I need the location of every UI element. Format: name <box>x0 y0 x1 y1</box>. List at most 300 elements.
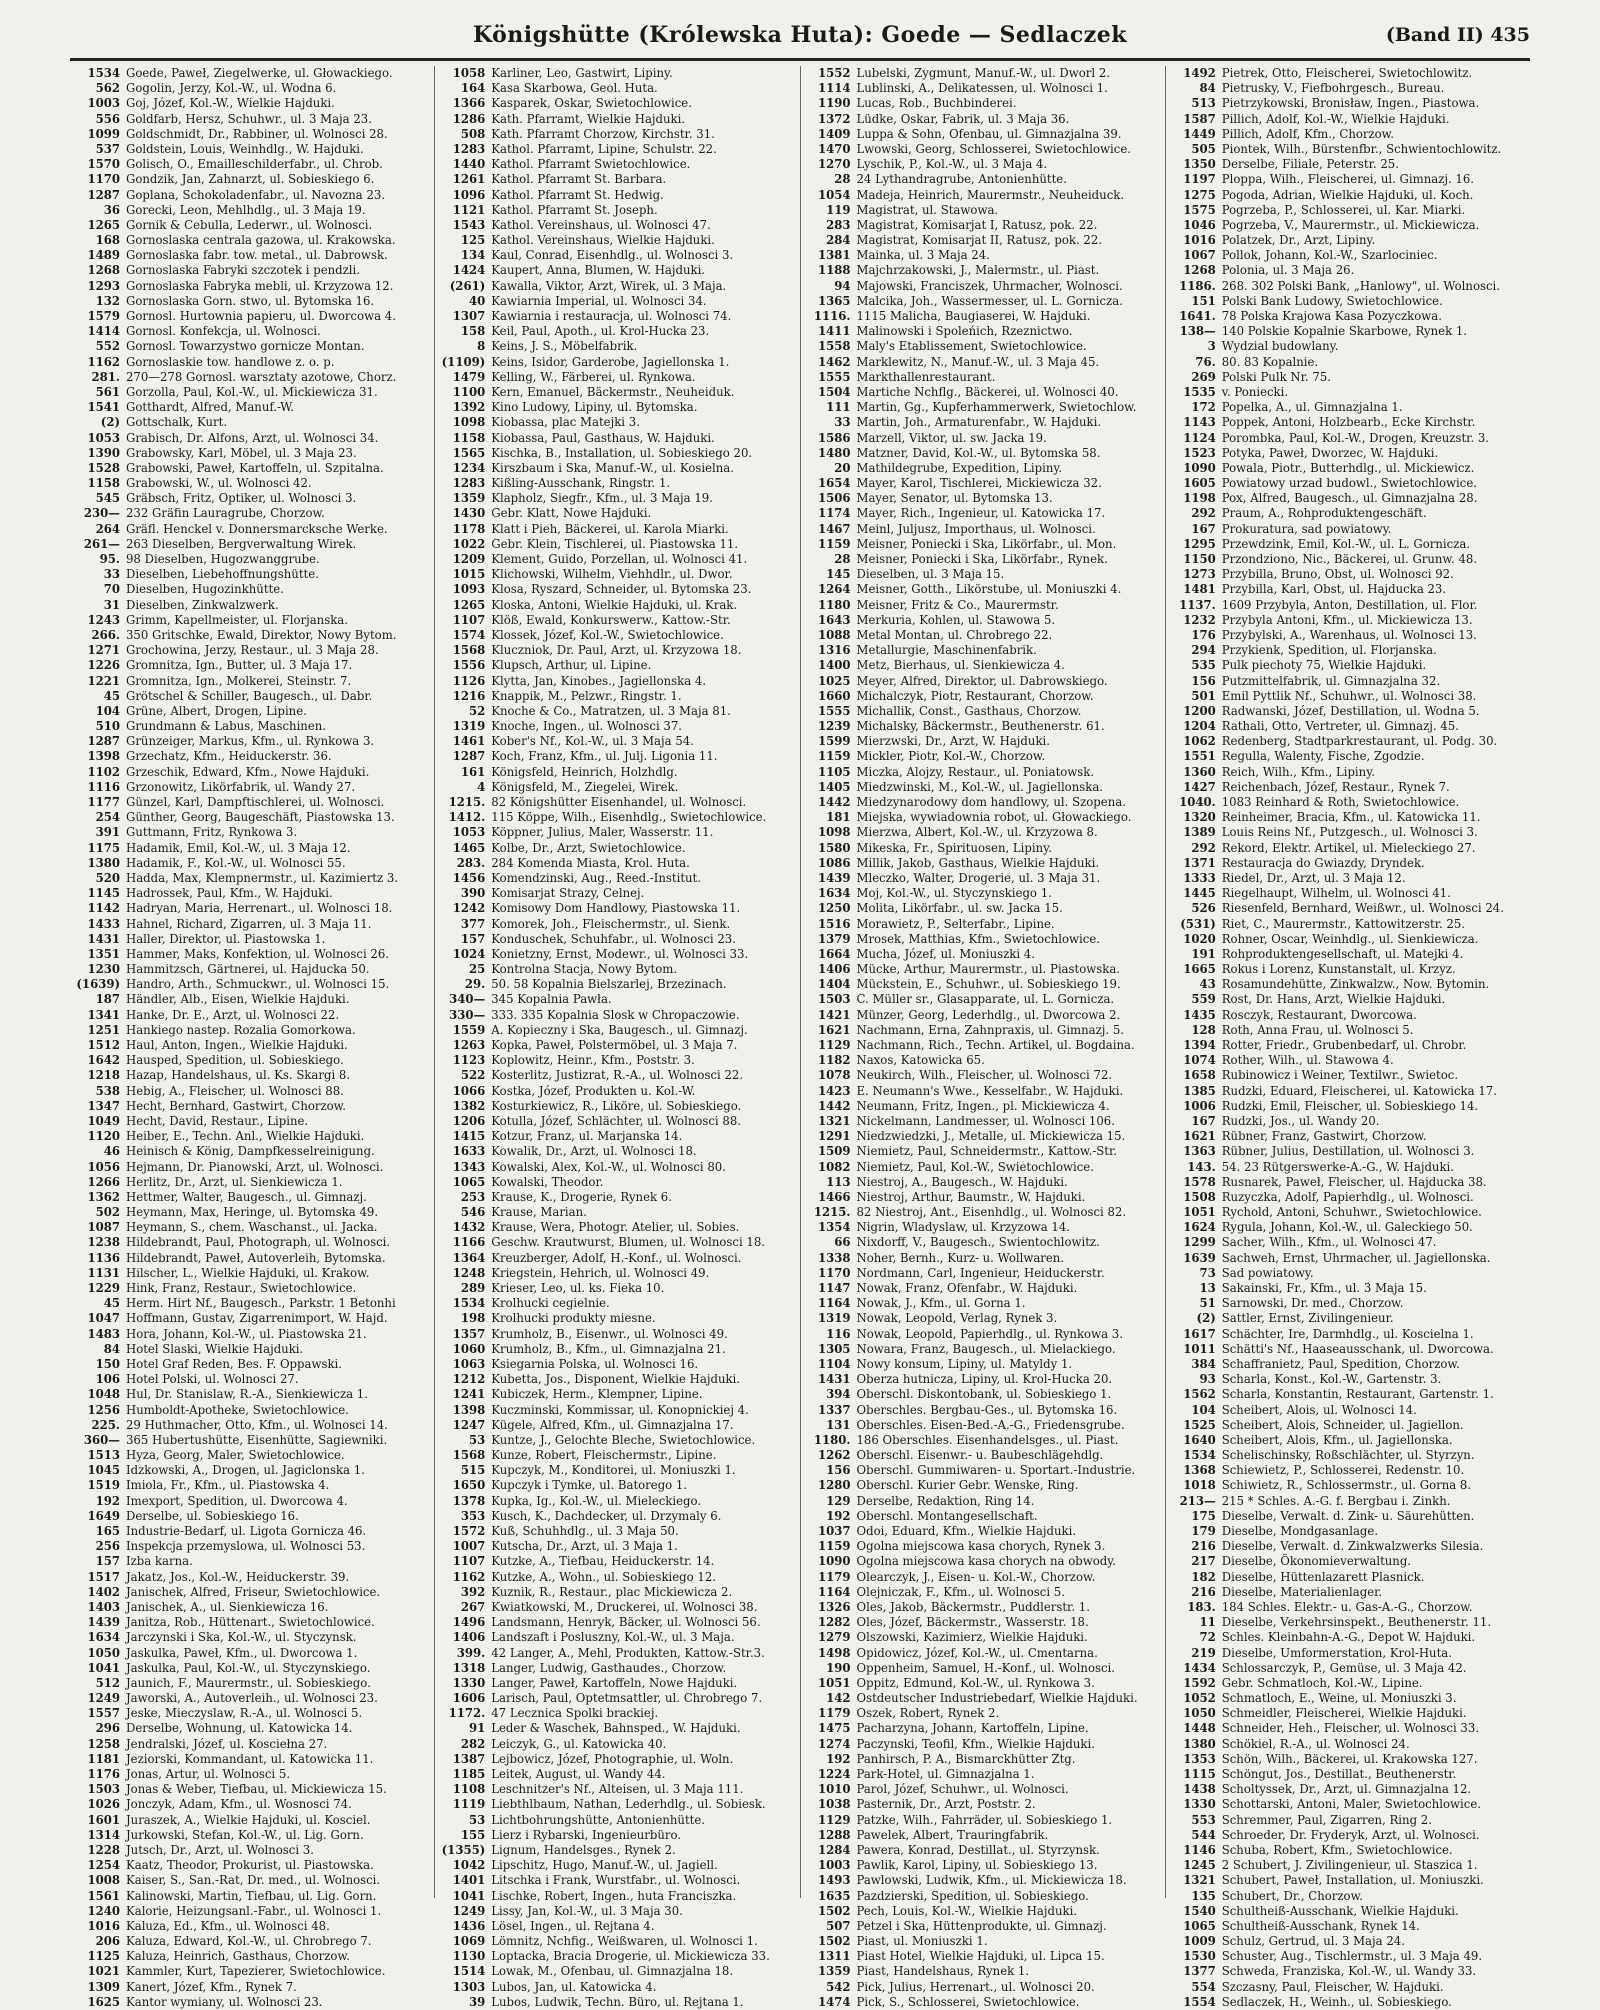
entry-number: 1474 <box>817 1994 851 2009</box>
entry-number: 1578 <box>1183 1174 1216 1189</box>
directory-entry <box>1170 765 1526 780</box>
directory-entry <box>74 1524 430 1539</box>
directory-entry <box>1170 233 1526 248</box>
directory-entry <box>439 233 795 248</box>
entry-number: 142 <box>826 1691 851 1706</box>
directory-entry <box>805 1053 1161 1068</box>
directory-entry <box>74 947 430 962</box>
directory-entry <box>805 1873 1161 1888</box>
entry-text: Schächter, Ire, Darmhdlg., ul. Koscielna 1. <box>1221 1326 1474 1341</box>
entry-text: Klatt i Pieh, Bäckerei, ul. Karola Miarki. <box>491 521 729 536</box>
entry-number: 1190 <box>817 96 851 111</box>
entry-number: 1431 <box>87 931 120 946</box>
directory-entry <box>1170 1721 1526 1736</box>
directory-entry <box>1170 1630 1526 1645</box>
directory-entry <box>74 1068 430 1083</box>
entry-number: 1624 <box>1183 1220 1216 1235</box>
directory-entry <box>805 628 1161 643</box>
entry-number: 1125 <box>87 1949 120 1964</box>
entry-number: 1067 <box>1183 248 1216 263</box>
entry-text: Schneider, Heh., Fleischer, ul. Wolnosci 33. <box>1221 1721 1479 1736</box>
directory-entry <box>74 1600 430 1615</box>
directory-entry <box>1170 947 1526 962</box>
entry-text: Klossek, Józef, Kol.-W., Swietochlowice. <box>491 627 724 642</box>
entry-text: Janischek, A., ul. Sienkiewicza 16. <box>126 1599 329 1614</box>
entry-text: Oles, Jakob, Bäckermstr., Puddlerstr. 1. <box>856 1599 1090 1614</box>
entry-text: Reinheimer, Bracia, Kfm., ul. Katowicka 11. <box>1221 810 1481 825</box>
directory-entry <box>74 962 430 977</box>
entry-number: 1164 <box>817 1296 851 1311</box>
entry-number: 1042 <box>452 1858 486 1873</box>
entry-number: 53 <box>468 1432 486 1447</box>
entry-number: 1321 <box>817 1113 851 1128</box>
entry-number: 261— <box>83 536 120 551</box>
entry-number: 1006 <box>1183 1098 1216 1113</box>
entry-number: 1120 <box>87 1129 120 1144</box>
entry-number: 1534 <box>1183 1448 1216 1463</box>
entry-text: Karliner, Leo, Gastwirt, Lipiny. <box>491 66 673 80</box>
entry-number: 1287 <box>452 749 486 764</box>
entry-number: 1172. <box>448 1706 486 1721</box>
entry-number: 138— <box>1179 324 1216 339</box>
entry-number: 36 <box>103 202 120 217</box>
entry-text: 184 Schles. Elektr.- u. Gas-A.-G., Chorzow. <box>1221 1599 1473 1614</box>
entry-number: 143. <box>1187 1159 1216 1174</box>
directory-entry <box>74 1342 430 1357</box>
entry-number: 1159 <box>817 749 851 764</box>
directory-entry <box>805 643 1161 658</box>
entry-text: 1115 Malicha, Baugiaserei, W. Hajduki. <box>856 309 1091 323</box>
directory-entry <box>439 309 795 324</box>
entry-text: Kelling, W., Färberei, ul. Rynkowa. <box>491 369 696 384</box>
directory-entry <box>74 522 430 537</box>
entry-number: 1665 <box>1183 962 1216 977</box>
entry-number: 175 <box>1191 1508 1216 1523</box>
entry-number: 1065 <box>1183 1918 1216 1933</box>
directory-entry <box>1170 1281 1526 1296</box>
directory-entry <box>439 1767 795 1782</box>
entry-number: 95. <box>99 552 120 566</box>
entry-number: 157 <box>95 1554 120 1569</box>
entry-text: Kern, Emanuel, Bäckermstr., Neuheiduk. <box>491 384 735 399</box>
entry-text: Hadryan, Maria, Herrenart., ul. Wolnosci 18. <box>126 901 393 916</box>
entry-text: Gornoslaska Fabryki szczotek i pendzli. <box>126 263 360 278</box>
directory-entry <box>1170 1160 1526 1175</box>
entry-text: Pick, S., Schlosserei, Swietochlowice. <box>856 1994 1080 2009</box>
entry-number: 1319 <box>452 719 486 734</box>
entry-number: 1525 <box>1183 1417 1216 1432</box>
directory-entry <box>439 1494 795 1509</box>
entry-number: 1143 <box>1183 415 1216 430</box>
entry-number: 1181 <box>87 1751 120 1766</box>
entry-number: 1421 <box>817 1007 851 1022</box>
entry-text: 78 Polska Krajowa Kasa Pozyczkowa. <box>1221 309 1442 323</box>
entry-text: Kowalski, Alex, Kol.-W., ul. Wolnosci 80. <box>491 1159 726 1174</box>
entry-number: 84 <box>103 1341 120 1356</box>
directory-entry <box>439 810 795 825</box>
directory-entry <box>1170 1296 1526 1311</box>
entry-number: 296 <box>95 1721 120 1736</box>
entry-number: 1359 <box>452 491 486 506</box>
entry-text: Gorzolla, Paul, Kol.-W., ul. Mickiewicza 31. <box>126 384 378 399</box>
directory-entry <box>805 1129 1161 1144</box>
entry-text: Jaskulka, Paul, Kol.-W., ul. Styczynskiego. <box>126 1660 371 1675</box>
entry-number: 515 <box>460 1463 486 1478</box>
directory-entry <box>74 1858 430 1873</box>
entry-number: 1054 <box>817 187 851 202</box>
entry-text: Lissy, Jan, Kol.-W., ul. 3 Maja 30. <box>491 1903 683 1918</box>
directory-entry <box>74 188 430 203</box>
entry-text: Porombka, Paul, Kol.-W., Drogen, Kreuzstr. 3. <box>1221 430 1490 445</box>
directory-entry <box>1170 1964 1526 1979</box>
entry-number: 1159 <box>817 536 851 551</box>
entry-text: Jonas, Artur, ul. Wolnosci 5. <box>126 1767 291 1781</box>
entry-text: Kasparek, Oskar, Swietochlowice. <box>491 96 692 111</box>
entry-text: Majowski, Franciszek, Uhrmacher, Wolnosci. <box>856 278 1123 293</box>
entry-text: Lösel, Ingen., ul. Rejtana 4. <box>491 1918 655 1933</box>
directory-entry <box>74 552 430 567</box>
directory-entry <box>1170 1934 1526 1949</box>
directory-entry <box>74 1463 430 1478</box>
directory-entry <box>805 1494 1161 1509</box>
entry-text: Imiola, Fr., Kfm., ul. Piastowska 4. <box>126 1478 330 1493</box>
entry-number: 1249 <box>87 1691 120 1706</box>
entry-number: 225. <box>91 1417 120 1432</box>
entry-text: Kloska, Antoni, Wielkie Hajduki, ul. Krak. <box>491 597 738 612</box>
directory-entry <box>1170 1220 1526 1235</box>
entry-number: 1164 <box>817 1584 851 1599</box>
entry-number: 1371 <box>1183 855 1216 870</box>
entry-number: 502 <box>95 1205 120 1220</box>
entry-text: Schulz, Gertrud, ul. 3 Maja 24. <box>1221 1934 1405 1949</box>
entry-text: Louis Reins Nf., Putzgesch., ul. Wolnosci 3. <box>1221 825 1478 840</box>
directory-entry <box>439 825 795 840</box>
entry-text: 345 Kopalnia Pawła. <box>491 992 612 1007</box>
entry-text: 270—278 Gornosl. warsztaty azotowe, Chorz. <box>126 369 397 384</box>
entry-text: Kathol. Vereinshaus, ul. Wolnosci 47. <box>491 217 711 232</box>
entry-number: 1243 <box>87 612 120 627</box>
entry-number: 264 <box>95 521 120 536</box>
directory-entry <box>805 749 1161 764</box>
directory-entry <box>805 1615 1161 1630</box>
entry-text: Oppenheim, Samuel, H.-Konf., ul. Wolnosci. <box>856 1660 1115 1675</box>
entry-text: Kawiarnia Imperial, ul. Wolnosci 34. <box>491 293 707 308</box>
entry-number: 73 <box>1199 1265 1216 1280</box>
directory-entry <box>1170 613 1526 628</box>
entry-number: 1038 <box>817 1797 851 1812</box>
entry-number: 93 <box>1199 1372 1216 1387</box>
entry-number: 1554 <box>1183 1994 1216 2009</box>
entry-text: Ruzyczka, Adolf, Papierhdlg., ul. Wolnosci. <box>1221 1189 1474 1204</box>
entry-number: 1100 <box>452 384 486 399</box>
entry-number: 1116. <box>813 309 851 323</box>
entry-text: Dieselbe, Verwalt. d. Zink- u. Säurehütten. <box>1221 1508 1475 1523</box>
directory-entry <box>439 1509 795 1524</box>
entry-number: 282 <box>460 1736 486 1751</box>
directory-entry <box>805 1706 1161 1721</box>
entry-text: Leschnitzer's Nf., Alteisen, ul. 3 Maja 111. <box>491 1782 744 1797</box>
entry-text: Krolhucki produkty miesne. <box>491 1311 656 1326</box>
entry-text: 47 Lecznica Spolki brackiej. <box>491 1706 659 1721</box>
entry-number: 522 <box>460 1068 486 1083</box>
entry-number: 1045 <box>87 1463 120 1478</box>
directory-entry <box>805 1585 1161 1600</box>
directory-entry <box>805 1630 1161 1645</box>
entry-number: 253 <box>460 1189 486 1204</box>
entry-number: 1320 <box>1183 810 1216 825</box>
entry-text: Lischke, Robert, Ingen., huta Franciszka. <box>491 1888 737 1903</box>
entry-number: 1502 <box>817 1903 851 1918</box>
entry-number: 1586 <box>817 430 851 445</box>
directory-entry <box>1170 248 1526 263</box>
entry-number: 158 <box>460 324 486 339</box>
entry-text: 215 * Schles. A.-G. f. Bergbau i. Zinkh. <box>1221 1493 1451 1508</box>
entry-number: 1021 <box>87 1964 120 1979</box>
directory-entry <box>1170 1509 1526 1524</box>
entry-number: 1347 <box>87 1098 120 1113</box>
entry-text: Münzer, Georg, Lederhdlg., ul. Dworcowa 2. <box>856 1007 1121 1022</box>
entry-number: (2) <box>100 415 120 430</box>
entry-text: Piast, Handelshaus, Rynek 1. <box>856 1964 1030 1979</box>
entry-text: Kutzke, A., Tiefbau, Heiduckerstr. 14. <box>491 1554 715 1569</box>
directory-entry <box>439 901 795 916</box>
directory-entry <box>439 112 795 127</box>
directory-entry <box>1170 825 1526 840</box>
entry-number: 1069 <box>452 1934 486 1949</box>
entry-number: 66 <box>834 1235 851 1250</box>
entry-number: 1268 <box>1183 263 1216 278</box>
entry-number: 1116 <box>87 779 120 794</box>
entry-text: Rübner, Franz, Gastwirt, Chorzow. <box>1221 1129 1427 1144</box>
entry-text: Hotel Slaski, Wielkie Hajduki. <box>126 1341 304 1356</box>
entry-number: 1040. <box>1179 795 1216 809</box>
directory-entry <box>1170 1175 1526 1190</box>
directory-entry <box>439 765 795 780</box>
entry-text: Rudzki, Jos., ul. Wandy 20. <box>1221 1113 1380 1128</box>
entry-number: 1230 <box>87 962 120 977</box>
entry-text: Malcika, Joh., Wassermesser, ul. L. Gornicza. <box>856 293 1123 308</box>
entry-text: Rygula, Johann, Kol.-W., ul. Galeckiego 50. <box>1221 1220 1473 1235</box>
entry-number: 1268 <box>87 263 120 278</box>
entry-number: 284 <box>826 233 851 248</box>
entry-text: Loptacka, Bracia Drogerie, ul. Mickiewicza 33. <box>491 1949 770 1964</box>
directory-entry <box>439 188 795 203</box>
entry-number: 1107 <box>452 612 486 627</box>
entry-text: Rychold, Antoni, Schuhwr., Swietochlowice. <box>1221 1205 1482 1220</box>
entry-text: Schuba, Robert, Kfm., Swietochlowice. <box>1221 1842 1453 1857</box>
directory-entry <box>439 795 795 810</box>
entry-number: 1016 <box>87 1918 120 1933</box>
entry-number: 1314 <box>87 1827 120 1842</box>
entry-text: Opidowicz, Józef, Kol.-W., ul. Cmentarna. <box>856 1645 1098 1660</box>
entry-number: 52 <box>468 703 486 718</box>
entry-text: Riesenfeld, Bernhard, Weißwr., ul. Wolnosci 24. <box>1221 901 1504 916</box>
directory-column-3 <box>801 66 1166 2009</box>
entry-number: 1365 <box>817 293 851 308</box>
entry-text: Neukirch, Wilh., Fleischer, ul. Wolnosci 72. <box>856 1068 1113 1083</box>
directory-entry <box>74 233 430 248</box>
entry-number: 1063 <box>452 1356 486 1371</box>
entry-number: 1568 <box>452 1448 486 1463</box>
entry-text: Meisner, Poniecki i Ska, Likörfabr., Rynek. <box>856 552 1108 566</box>
entry-number: 507 <box>826 1918 851 1933</box>
directory-entry <box>805 552 1161 567</box>
entry-number: 1360 <box>1183 764 1216 779</box>
entry-number: 1206 <box>452 1113 486 1128</box>
directory-entry <box>805 1980 1161 1995</box>
directory-entry <box>1170 1311 1526 1326</box>
entry-number: 1241 <box>452 1387 486 1402</box>
directory-entry <box>1170 157 1526 172</box>
directory-entry <box>74 1813 430 1828</box>
entry-number: 4 <box>477 779 486 794</box>
entry-number: 1270 <box>817 157 851 172</box>
entry-number: (1639) <box>76 977 120 992</box>
entry-text: Gromnitza, Ign., Molkerei, Steinstr. 7. <box>126 673 352 688</box>
directory-entry <box>439 355 795 370</box>
directory-entry <box>1170 203 1526 218</box>
entry-text: Königsfeld, Heinrich, Holzhdlg. <box>491 764 678 779</box>
directory-entry <box>439 1524 795 1539</box>
directory-entry <box>439 871 795 886</box>
entry-number: 1060 <box>452 1341 486 1356</box>
entry-text: Dieselbe, Verwalt. d. Zinkwalzwerks Silesia. <box>1221 1539 1484 1554</box>
directory-columns <box>70 66 1530 2009</box>
directory-entry <box>805 871 1161 886</box>
entry-text: Putzmittelfabrik, ul. Gimnazjalna 32. <box>1221 673 1441 688</box>
entry-number: 1218 <box>87 1068 120 1083</box>
entry-text: Kubetta, Jos., Disponent, Wielkie Hajduki. <box>491 1372 741 1387</box>
directory-entry <box>805 598 1161 613</box>
entry-text: Hildebrandt, Paul, Photograph, ul. Wolnosci. <box>126 1235 391 1250</box>
directory-entry <box>805 324 1161 339</box>
entry-number: 1319 <box>817 1311 851 1326</box>
entry-number: 131 <box>826 1417 851 1432</box>
directory-entry <box>1170 1463 1526 1478</box>
directory-entry <box>1170 1691 1526 1706</box>
entry-text: Klichowski, Wilhelm, Viehhdlr., ul. Dwor. <box>491 567 733 582</box>
entry-text: Oberschles. Bergbau-Ges., ul. Bytomska 16. <box>856 1402 1118 1417</box>
entry-text: Schremmer, Paul, Zigarren, Ring 2. <box>1221 1812 1432 1827</box>
directory-entry <box>805 1797 1161 1812</box>
entry-number: (531) <box>1180 916 1216 931</box>
entry-text: Gornosl. Towarzystwo gornicze Montan. <box>126 339 365 354</box>
directory-entry <box>1170 871 1526 886</box>
directory-entry <box>439 1372 795 1387</box>
entry-number: 1096 <box>452 187 486 202</box>
directory-entry <box>439 1706 795 1721</box>
directory-entry <box>1170 962 1526 977</box>
entry-number: 31 <box>103 597 120 612</box>
entry-text: v. Poniecki. <box>1221 384 1289 399</box>
entry-number: 267 <box>460 1599 486 1614</box>
directory-entry <box>805 1251 1161 1266</box>
directory-entry <box>1170 628 1526 643</box>
entry-number: 1479 <box>452 369 486 384</box>
directory-entry <box>439 1721 795 1736</box>
directory-entry <box>805 1190 1161 1205</box>
directory-entry <box>805 886 1161 901</box>
entry-number: 1159 <box>817 1539 851 1554</box>
entry-text: Kaiser, S., San.-Rat, Dr. med., ul. Wolnosci. <box>126 1873 381 1888</box>
entry-number: 94 <box>834 278 851 293</box>
entry-text: Niemietz, Paul, Kol.-W., Swietochlowice. <box>856 1159 1094 1174</box>
entry-number: 145 <box>826 567 851 582</box>
entry-text: Schmatloch, E., Weine, ul. Moniuszki 3. <box>1221 1691 1457 1706</box>
directory-entry <box>1170 1949 1526 1964</box>
entry-text: Riedel, Dr., Arzt, ul. 3 Maja 12. <box>1221 870 1406 885</box>
directory-entry <box>74 1904 430 1919</box>
entry-number: 1528 <box>87 460 120 475</box>
entry-number: 1415 <box>452 1129 486 1144</box>
entry-number: 1535 <box>1183 384 1216 399</box>
directory-entry <box>74 81 430 96</box>
entry-text: Sad powiatowy. <box>1221 1265 1314 1280</box>
directory-entry <box>439 1448 795 1463</box>
directory-entry <box>1170 1554 1526 1569</box>
directory-entry <box>805 1403 1161 1418</box>
directory-entry <box>1170 1357 1526 1372</box>
directory-entry <box>439 1661 795 1676</box>
entry-text: Kathol. Vereinshaus, Wielkie Hajduki. <box>491 233 715 248</box>
entry-text: Industrie-Bedarf, ul. Ligota Gornicza 46. <box>126 1524 367 1538</box>
entry-text: Kosterlitz, Justizrat, R.-A., ul. Wolnosci 22. <box>491 1068 744 1083</box>
entry-number: 1295 <box>1183 536 1216 551</box>
directory-entry <box>805 112 1161 127</box>
entry-number: 294 <box>1191 643 1216 658</box>
directory-entry <box>1170 1478 1526 1493</box>
directory-entry <box>1170 1372 1526 1387</box>
directory-entry <box>439 1342 795 1357</box>
directory-entry <box>1170 1494 1526 1509</box>
entry-number: 1380 <box>1183 1736 1216 1751</box>
directory-entry <box>439 248 795 263</box>
directory-entry <box>805 567 1161 582</box>
entry-number: 1357 <box>452 1326 486 1341</box>
entry-number: 256 <box>95 1539 120 1554</box>
entry-text: Händler, Alb., Eisen, Wielkie Hajduki. <box>126 992 350 1007</box>
entry-number: 1090 <box>817 1554 851 1569</box>
entry-text: Rathali, Otto, Vertreter, ul. Gimnazj. 45. <box>1221 719 1459 734</box>
directory-entry <box>439 1403 795 1418</box>
entry-number: 1065 <box>452 1174 486 1189</box>
entry-number: 1387 <box>452 1751 486 1766</box>
entry-text: Park-Hotel, ul. Gimnazjalna 1. <box>856 1767 1035 1781</box>
entry-text: Odoi, Eduard, Kfm., Wielkie Hajduki. <box>856 1524 1077 1538</box>
entry-number: 1423 <box>817 1083 851 1098</box>
entry-text: Idzkowski, A., Drogen, ul. Jagiclonska 1. <box>126 1463 365 1478</box>
entry-number: 1406 <box>452 1630 486 1645</box>
entry-number: 1215. <box>448 795 486 809</box>
directory-entry <box>439 1266 795 1281</box>
entry-text: Hahnel, Richard, Zigarren, ul. 3 Maja 11. <box>126 916 372 931</box>
entry-number: 1273 <box>1183 567 1216 582</box>
entry-text: Janischek, Alfred, Friseur, Swietochlowice. <box>126 1584 381 1599</box>
entry-number: 1496 <box>452 1615 486 1630</box>
directory-entry <box>74 1023 430 1038</box>
directory-entry <box>805 1858 1161 1873</box>
directory-entry <box>74 689 430 704</box>
entry-text: Praum, A., Rohproduktengeschäft. <box>1221 506 1427 521</box>
entry-text: Herlitz, Dr., Arzt, ul. Sienkiewicza 1. <box>126 1174 343 1189</box>
entry-text: 24 Lythandragrube, Antonienhütte. <box>856 172 1067 187</box>
directory-entry <box>439 1676 795 1691</box>
directory-entry <box>1170 689 1526 704</box>
directory-entry <box>1170 370 1526 385</box>
entry-text: Schultheiß-Ausschank, Rynek 14. <box>1221 1918 1420 1933</box>
entry-text: Heymann, S., chem. Waschanst., ul. Jacka. <box>126 1220 378 1235</box>
entry-text: Klytta, Jan, Kinobes., Jagiellonska 4. <box>491 673 707 688</box>
